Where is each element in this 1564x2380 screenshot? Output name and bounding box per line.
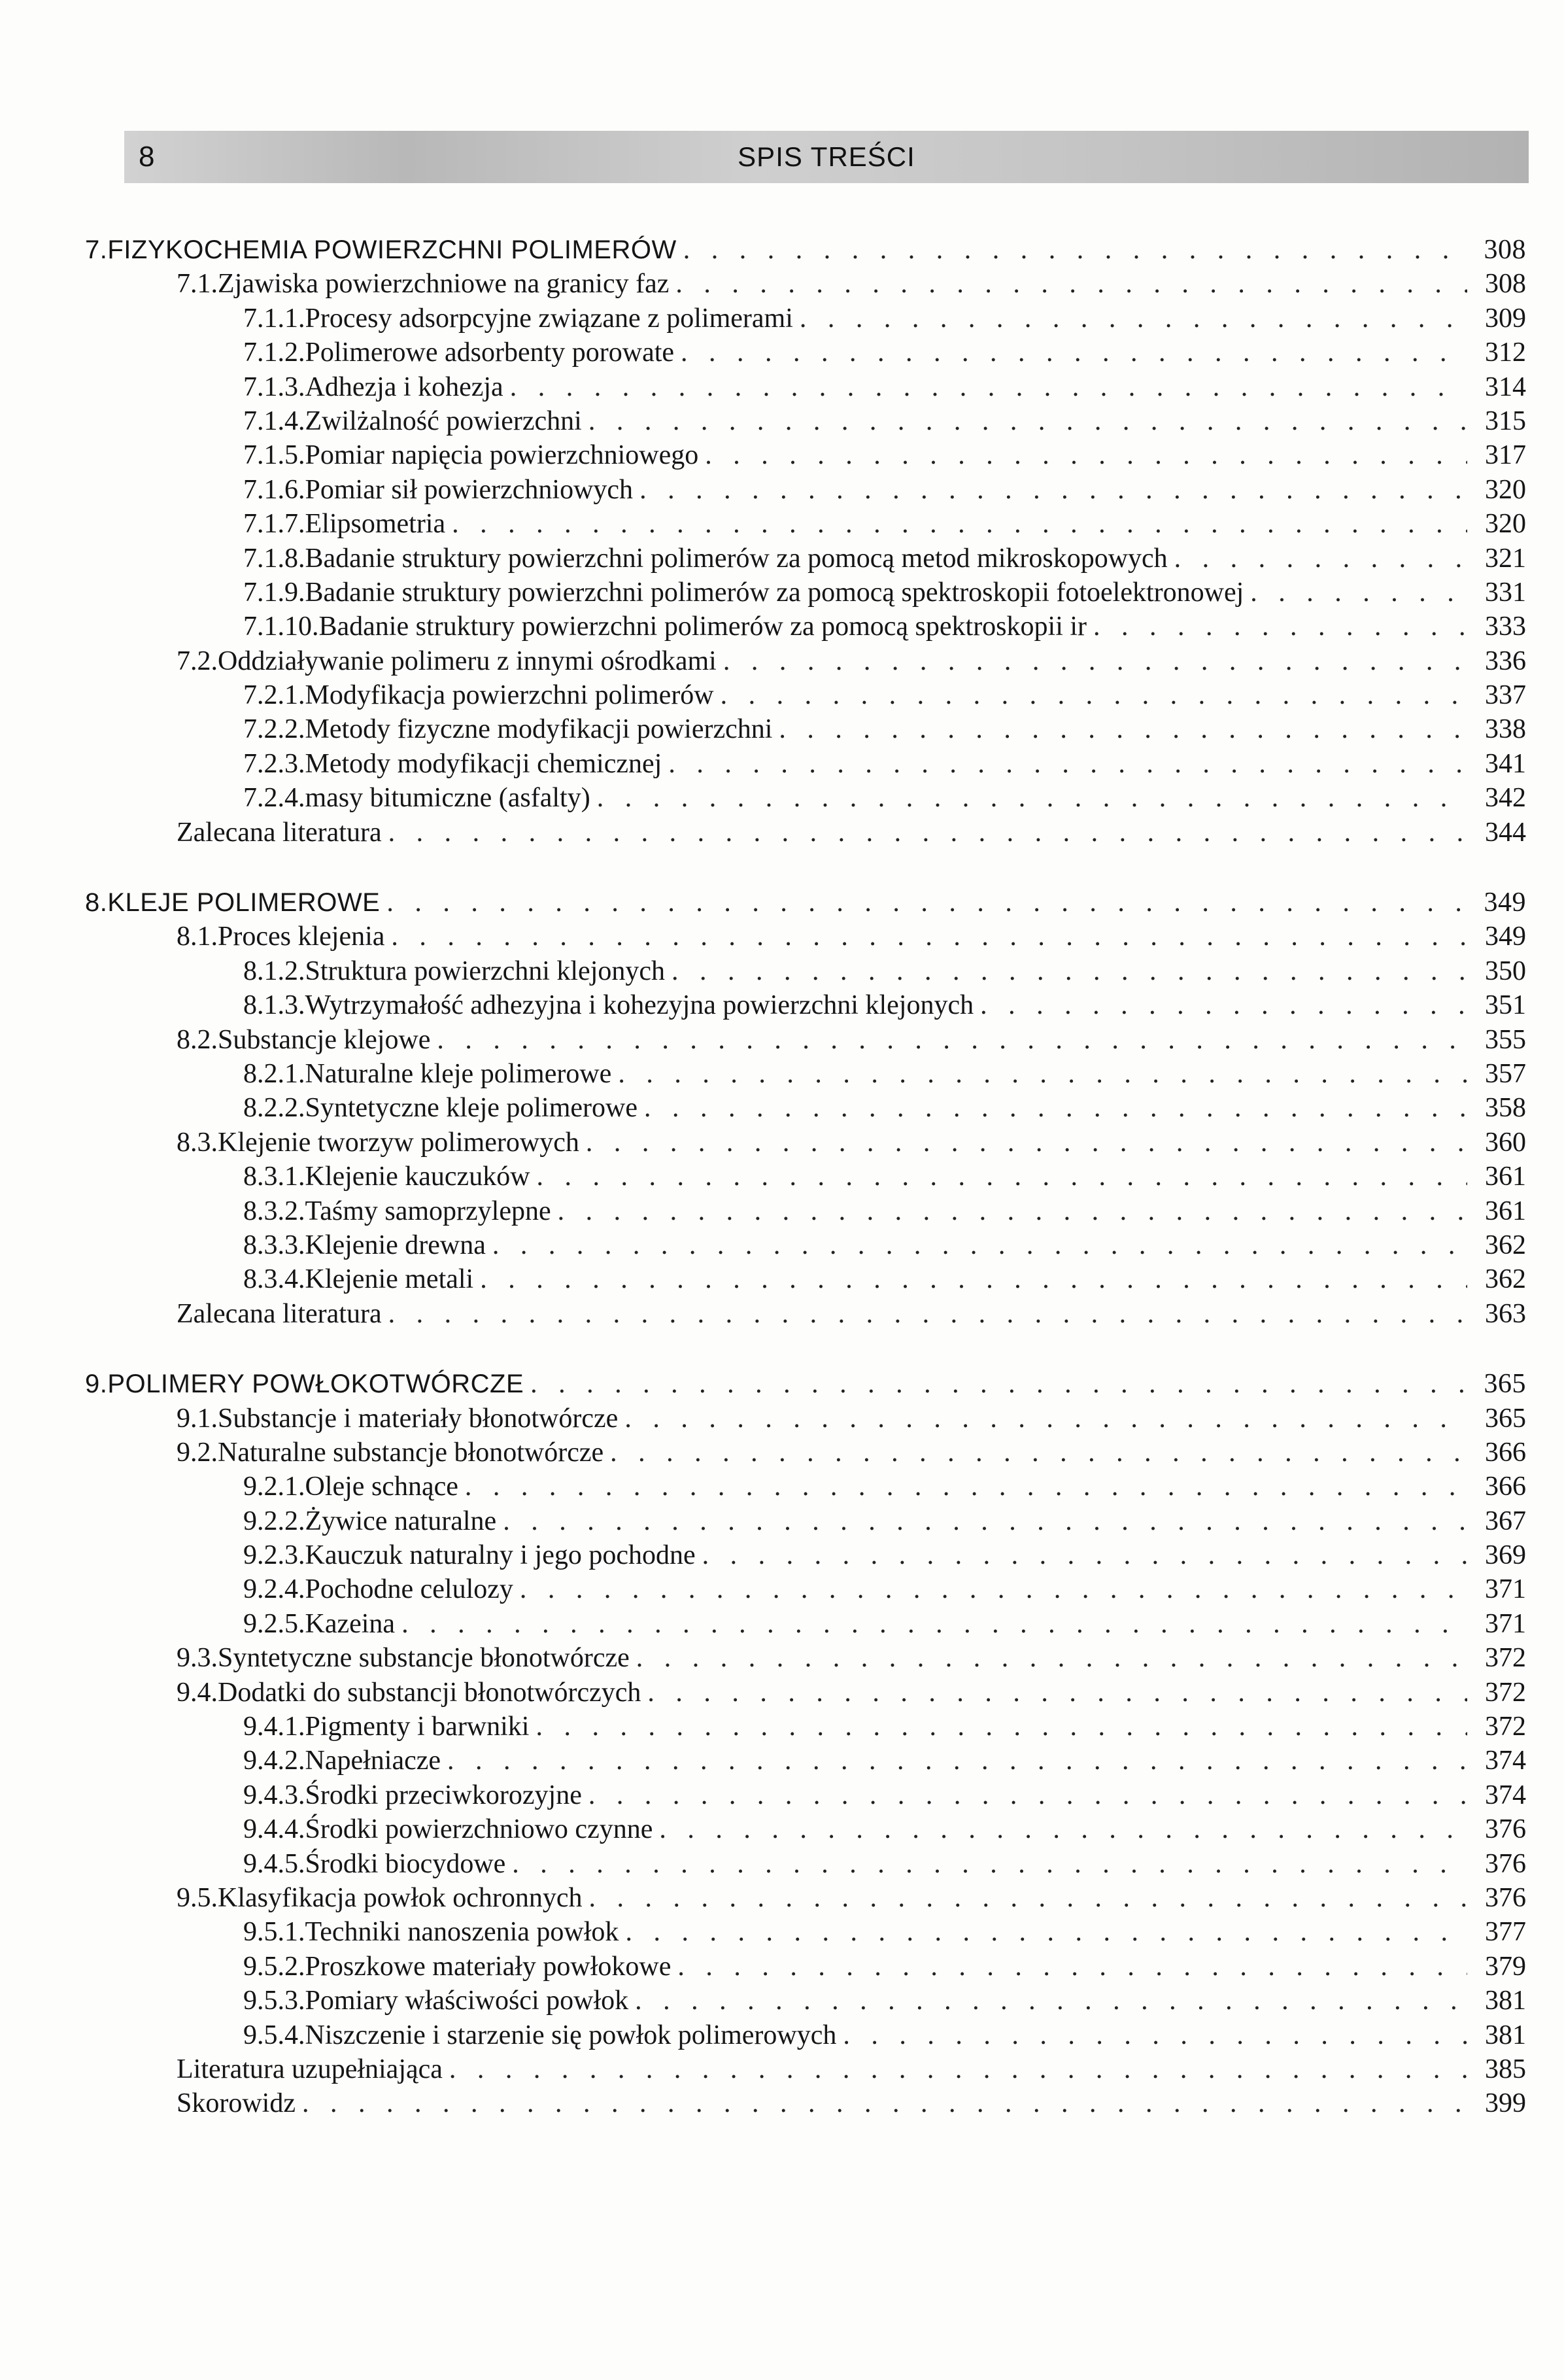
entry-page-number: 366 xyxy=(1485,1472,1526,1502)
entry-number: 8.3.1. xyxy=(243,1162,305,1192)
toc-subsection[interactable] xyxy=(131,473,1526,507)
entry-title: Techniki nanoszenia powłok xyxy=(305,1917,619,1948)
entry-number: 8.3.2. xyxy=(243,1196,305,1226)
toc-subsection[interactable] xyxy=(131,1915,1526,1949)
entry-number: 8.1. xyxy=(177,922,218,952)
entry-page-number: 317 xyxy=(1485,440,1526,471)
entry-page-number: 365 xyxy=(1485,1403,1526,1434)
entry-number: 7.1.5. xyxy=(243,440,305,471)
entry-number: 9.4.5. xyxy=(243,1848,305,1879)
running-title: SPIS TREŚCI xyxy=(738,141,915,172)
entry-number: 7.1.9. xyxy=(243,577,305,608)
entry-page-number: 315 xyxy=(1485,405,1526,436)
entry-title: KLEJE POLIMEROWE xyxy=(107,888,381,918)
dot-leader xyxy=(447,1744,1467,1778)
entry-page-number: 314 xyxy=(1485,371,1526,402)
dot-leader xyxy=(636,1641,1467,1675)
chapter-block xyxy=(85,1367,1526,2121)
entry-page-number: 367 xyxy=(1485,1506,1526,1536)
chapter-heading[interactable] xyxy=(85,886,1526,920)
entry-page-number: 374 xyxy=(1485,1780,1526,1810)
dot-leader xyxy=(647,1676,1467,1710)
toc-subsection[interactable] xyxy=(131,610,1526,644)
entry-number: 7.1.6. xyxy=(243,474,305,505)
dot-leader xyxy=(624,1402,1467,1436)
entry-page-number: 361 xyxy=(1485,1162,1526,1192)
entry-page-number: 357 xyxy=(1485,1058,1526,1089)
entry-title: Niszczenie i starzenie się powłok polimerowych xyxy=(305,2020,837,2050)
toc-section[interactable] xyxy=(131,1641,1526,1675)
entry-page-number: 374 xyxy=(1485,1746,1526,1776)
entry-title: Klejenie tworzyw polimerowych xyxy=(218,1127,579,1158)
entry-title: Proces klejenia xyxy=(218,922,385,952)
entry-number: 8.3.4. xyxy=(243,1264,305,1295)
entry-number: 7.1.7. xyxy=(243,509,305,540)
entry-number: 9.2.1. xyxy=(243,1472,305,1502)
dot-leader xyxy=(668,747,1467,781)
toc-subsection[interactable] xyxy=(131,1984,1526,2018)
dot-leader xyxy=(536,1710,1467,1744)
entry-page-number: 309 xyxy=(1485,303,1526,334)
entry-page-number: 381 xyxy=(1485,2020,1526,2050)
toc-section[interactable] xyxy=(131,267,1526,301)
entry-title: Wytrzymałość adhezyjna i kohezyjna powierzchni klejonych xyxy=(305,990,974,1021)
chapter-block xyxy=(85,233,1526,850)
toc-entry[interactable] xyxy=(131,2086,1526,2120)
toc-subsection[interactable] xyxy=(131,370,1526,404)
dot-leader xyxy=(386,886,1467,920)
entry-page-number: 320 xyxy=(1485,474,1526,505)
entry-page-number: 362 xyxy=(1485,1264,1526,1295)
toc-entry[interactable] xyxy=(131,816,1526,850)
dot-leader xyxy=(437,1023,1467,1057)
entry-number: 7.1.3. xyxy=(243,371,305,402)
dot-leader xyxy=(843,2018,1467,2052)
dot-leader xyxy=(480,1262,1467,1296)
entry-title: Pochodne celulozy xyxy=(305,1574,513,1605)
toc-subsection[interactable] xyxy=(131,404,1526,438)
entry-page-number: 372 xyxy=(1485,1643,1526,1674)
entry-number: 7.1. xyxy=(177,269,218,300)
toc-subsection[interactable] xyxy=(131,1538,1526,1572)
entry-number: 9.5.1. xyxy=(243,1917,305,1948)
toc-subsection[interactable] xyxy=(131,712,1526,746)
toc-subsection[interactable] xyxy=(131,542,1526,576)
toc-subsection[interactable] xyxy=(131,781,1526,815)
entry-title: Procesy adsorpcyjne związane z polimerami xyxy=(305,303,793,334)
toc-subsection[interactable] xyxy=(131,1091,1526,1125)
toc-section[interactable] xyxy=(131,1676,1526,1710)
dot-leader xyxy=(683,233,1467,267)
dot-leader xyxy=(702,1538,1467,1572)
dot-leader xyxy=(597,781,1467,815)
entry-number: 8.3. xyxy=(177,1127,218,1158)
entry-title: Pomiary właściwości powłok xyxy=(305,1986,629,2016)
entry-title: Środki biocydowe xyxy=(305,1848,506,1879)
dot-leader xyxy=(588,1778,1467,1812)
entry-number: 8.1.2. xyxy=(243,956,305,986)
dot-leader xyxy=(723,644,1467,678)
dot-leader xyxy=(388,1297,1467,1331)
toc-subsection[interactable] xyxy=(131,1607,1526,1641)
entry-page-number: 371 xyxy=(1485,1608,1526,1639)
entry-page-number: 337 xyxy=(1485,680,1526,711)
entry-page-number: 369 xyxy=(1485,1540,1526,1571)
entry-page-number: 376 xyxy=(1485,1848,1526,1879)
entry-title: Środki powierzchniowo czynne xyxy=(305,1814,653,1845)
dot-leader xyxy=(465,1470,1467,1504)
toc-section[interactable] xyxy=(131,1436,1526,1470)
entry-page-number: 376 xyxy=(1485,1814,1526,1845)
entry-page-number: 333 xyxy=(1485,612,1526,642)
entry-page-number: 308 xyxy=(1484,235,1526,265)
entry-page-number: 308 xyxy=(1485,269,1526,300)
entry-page-number: 349 xyxy=(1484,888,1526,918)
entry-page-number: 341 xyxy=(1485,748,1526,779)
entry-title: Adhezja i kohezja xyxy=(305,371,503,402)
entry-number: 7.1.4. xyxy=(243,405,305,436)
toc-subsection[interactable] xyxy=(131,576,1526,610)
entry-number: 7.1.8. xyxy=(243,543,305,574)
dot-leader xyxy=(492,1228,1467,1262)
toc-subsection[interactable] xyxy=(131,988,1526,1022)
entry-title: Oddziaływanie polimeru z innymi ośrodkami xyxy=(218,646,717,676)
entry-title: Klejenie metali xyxy=(305,1264,474,1295)
toc-subsection[interactable] xyxy=(131,954,1526,988)
toc-entry[interactable] xyxy=(131,1297,1526,1331)
table-of-contents xyxy=(85,233,1526,2157)
entry-page-number: 366 xyxy=(1485,1437,1526,1468)
entry-title: Zwilżalność powierzchni xyxy=(305,405,582,436)
entry-title: Pomiar sił powierzchniowych xyxy=(305,474,634,505)
entry-number: 9.5.4. xyxy=(243,2020,305,2050)
dot-leader xyxy=(705,438,1467,472)
entry-title: Substancje klejowe xyxy=(218,1024,431,1055)
dot-leader xyxy=(503,1504,1467,1538)
entry-title: Literatura uzupełniająca xyxy=(177,2054,443,2084)
entry-title: Badanie struktury powierzchni polimerów za pomocą spektroskopii fotoelektronowej xyxy=(305,577,1244,608)
toc-section[interactable] xyxy=(131,644,1526,678)
dot-leader xyxy=(1174,542,1467,576)
entry-page-number: 355 xyxy=(1485,1024,1526,1055)
chapter-heading[interactable] xyxy=(85,233,1526,267)
dot-leader xyxy=(391,920,1467,954)
entry-page-number: 376 xyxy=(1485,1882,1526,1913)
entry-title: Polimerowe adsorbenty porowate xyxy=(305,337,675,368)
chapter-block xyxy=(85,886,1526,1331)
entry-number: 9.2.5. xyxy=(243,1608,305,1639)
entry-title: Badanie struktury powierzchni polimerów za pomocą metod mikroskopowych xyxy=(305,543,1168,574)
entry-page-number: 321 xyxy=(1485,543,1526,574)
dot-leader xyxy=(1250,576,1467,610)
entry-title: Zalecana literatura xyxy=(177,817,382,848)
dot-leader xyxy=(675,267,1467,301)
toc-section[interactable] xyxy=(131,1126,1526,1160)
entry-title: POLIMERY POWŁOKOTWÓRCZE xyxy=(107,1370,524,1399)
dot-leader xyxy=(558,1194,1467,1228)
entry-number: 7.1.1. xyxy=(243,303,305,334)
entry-number: 9. xyxy=(85,1370,108,1399)
toc-entry[interactable] xyxy=(131,2052,1526,2086)
dot-leader xyxy=(588,404,1467,438)
toc-subsection[interactable] xyxy=(131,1262,1526,1296)
entry-number: 9.4.1. xyxy=(243,1712,305,1742)
entry-page-number: 365 xyxy=(1484,1369,1526,1400)
entry-title: Pigmenty i barwniki xyxy=(305,1712,530,1742)
toc-subsection[interactable] xyxy=(131,1710,1526,1744)
toc-subsection[interactable] xyxy=(131,1950,1526,1984)
dot-leader xyxy=(302,2086,1467,2120)
dot-leader xyxy=(681,336,1467,370)
entry-number: 9.4.3. xyxy=(243,1780,305,1810)
entry-number: 9.1. xyxy=(177,1403,218,1434)
dot-leader xyxy=(537,1160,1467,1194)
entry-title: Metody fizyczne modyfikacji powierzchni xyxy=(305,714,773,745)
entry-page-number: 338 xyxy=(1485,714,1526,745)
entry-number: 9.4.4. xyxy=(243,1814,305,1845)
entry-page-number: 320 xyxy=(1485,509,1526,540)
entry-title: Kauczuk naturalny i jego pochodne xyxy=(305,1540,696,1571)
toc-subsection[interactable] xyxy=(131,1160,1526,1194)
toc-subsection[interactable] xyxy=(131,1812,1526,1846)
entry-title: Struktura powierzchni klejonych xyxy=(305,956,666,986)
dot-leader xyxy=(520,1572,1467,1606)
entry-title: Elipsometria xyxy=(305,509,446,540)
chapter-heading[interactable] xyxy=(85,1367,1526,1401)
dot-leader xyxy=(625,1915,1467,1949)
entry-page-number: 377 xyxy=(1485,1917,1526,1948)
entry-number: 9.5. xyxy=(177,1882,218,1913)
entry-title: Modyfikacja powierzchni polimerów xyxy=(305,680,714,711)
entry-number: 8.1.3. xyxy=(243,990,305,1021)
entry-number: 7.2.1. xyxy=(243,680,305,711)
entry-page-number: 349 xyxy=(1485,922,1526,952)
entry-number: 8.2. xyxy=(177,1024,218,1055)
entry-title: Zalecana literatura xyxy=(177,1298,382,1329)
dot-leader xyxy=(610,1436,1467,1470)
toc-subsection[interactable] xyxy=(131,302,1526,336)
entry-title: Zjawiska powierzchniowe na granicy faz xyxy=(218,269,670,300)
entry-page-number: 362 xyxy=(1485,1230,1526,1260)
dot-leader xyxy=(721,678,1467,712)
entry-title: Klasyfikacja powłok ochronnych xyxy=(218,1882,583,1913)
entry-number: 7.2.3. xyxy=(243,748,305,779)
entry-title: Metody modyfikacji chemicznej xyxy=(305,748,662,779)
entry-page-number: 371 xyxy=(1485,1574,1526,1605)
entry-page-number: 344 xyxy=(1485,817,1526,848)
toc-subsection[interactable] xyxy=(131,1572,1526,1606)
entry-page-number: 361 xyxy=(1485,1196,1526,1226)
toc-section[interactable] xyxy=(131,1881,1526,1915)
toc-subsection[interactable] xyxy=(131,1194,1526,1228)
toc-subsection[interactable] xyxy=(131,336,1526,370)
toc-subsection[interactable] xyxy=(131,1228,1526,1262)
entry-page-number: 399 xyxy=(1485,2088,1526,2119)
toc-subsection[interactable] xyxy=(131,1504,1526,1538)
entry-title: Syntetyczne substancje błonotwórcze xyxy=(218,1643,630,1674)
entry-page-number: 372 xyxy=(1485,1712,1526,1742)
dot-leader xyxy=(589,1881,1467,1915)
entry-number: 8.2.2. xyxy=(243,1093,305,1124)
dot-leader xyxy=(635,1984,1467,2018)
entry-number: 9.5.2. xyxy=(243,1951,305,1982)
entry-title: Klejenie kauczuków xyxy=(305,1162,530,1192)
entry-number: 9.5.3. xyxy=(243,1986,305,2016)
toc-subsection[interactable] xyxy=(131,1057,1526,1091)
entry-title: Kazeina xyxy=(305,1608,396,1639)
dot-leader xyxy=(449,2052,1467,2086)
toc-subsection[interactable] xyxy=(131,507,1526,541)
dot-leader xyxy=(586,1126,1467,1160)
entry-title: Środki przeciwkorozyjne xyxy=(305,1780,582,1810)
entry-page-number: 372 xyxy=(1485,1677,1526,1708)
page-number: 8 xyxy=(139,141,155,173)
entry-number: 7.1.2. xyxy=(243,337,305,368)
entry-number: 9.2. xyxy=(177,1437,218,1468)
entry-title: FIZYKOCHEMIA POWIERZCHNI POLIMERÓW xyxy=(107,235,677,264)
entry-page-number: 360 xyxy=(1485,1127,1526,1158)
dot-leader xyxy=(677,1950,1467,1984)
toc-subsection[interactable] xyxy=(131,1847,1526,1881)
dot-leader xyxy=(659,1812,1467,1846)
toc-subsection[interactable] xyxy=(131,2018,1526,2052)
running-header xyxy=(124,131,1529,183)
entry-title: Skorowidz xyxy=(177,2088,296,2119)
entry-title: Pomiar napięcia powierzchniowego xyxy=(305,440,699,471)
entry-page-number: 379 xyxy=(1485,1951,1526,1982)
entry-title: Oleje schnące xyxy=(305,1472,458,1502)
dot-leader xyxy=(779,712,1467,746)
entry-page-number: 351 xyxy=(1485,990,1526,1021)
entry-title: Naturalne substancje błonotwórcze xyxy=(218,1437,604,1468)
entry-title: Napełniacze xyxy=(305,1746,441,1776)
dot-leader xyxy=(800,302,1467,336)
entry-number: 7. xyxy=(85,235,108,264)
entry-number: 9.4.2. xyxy=(243,1746,305,1776)
entry-title: Taśmy samoprzylepne xyxy=(305,1196,551,1226)
toc-subsection[interactable] xyxy=(131,1744,1526,1778)
entry-page-number: 331 xyxy=(1485,577,1526,608)
entry-page-number: 363 xyxy=(1485,1298,1526,1329)
dot-leader xyxy=(512,1847,1467,1881)
entry-page-number: 381 xyxy=(1485,1986,1526,2016)
toc-section[interactable] xyxy=(131,1402,1526,1436)
dot-leader xyxy=(639,473,1467,507)
toc-section[interactable] xyxy=(131,1023,1526,1057)
toc-subsection[interactable] xyxy=(131,1778,1526,1812)
entry-number: 7.1.10. xyxy=(243,612,319,642)
entry-title: Proszkowe materiały powłokowe xyxy=(305,1951,672,1982)
toc-subsection[interactable] xyxy=(131,438,1526,472)
entry-title: Syntetyczne kleje polimerowe xyxy=(305,1093,638,1124)
dot-leader xyxy=(530,1367,1467,1401)
entry-title: Dodatki do substancji błonotwórczych xyxy=(218,1677,641,1708)
entry-page-number: 342 xyxy=(1485,783,1526,814)
dot-leader xyxy=(452,507,1467,541)
toc-subsection[interactable] xyxy=(131,747,1526,781)
entry-title: Żywice naturalne xyxy=(305,1506,497,1536)
entry-title: Badanie struktury powierzchni polimerów za pomocą spektroskopii ir xyxy=(318,612,1087,642)
entry-number: 7.2.2. xyxy=(243,714,305,745)
entry-number: 7.2.4. xyxy=(243,783,305,814)
dot-leader xyxy=(388,816,1467,850)
entry-page-number: 358 xyxy=(1485,1093,1526,1124)
toc-subsection[interactable] xyxy=(131,1470,1526,1504)
entry-number: 9.2.2. xyxy=(243,1506,305,1536)
entry-number: 9.2.4. xyxy=(243,1574,305,1605)
dot-leader xyxy=(1093,610,1467,644)
toc-section[interactable] xyxy=(131,920,1526,954)
entry-page-number: 312 xyxy=(1485,337,1526,368)
entry-number: 8. xyxy=(85,888,108,918)
entry-title: Substancje i materiały błonotwórcze xyxy=(218,1403,619,1434)
entry-page-number: 350 xyxy=(1485,956,1526,986)
entry-number: 8.2.1. xyxy=(243,1058,305,1089)
dot-leader xyxy=(401,1607,1467,1641)
dot-leader xyxy=(644,1091,1467,1125)
dot-leader xyxy=(510,370,1467,404)
entry-number: 9.4. xyxy=(177,1677,218,1708)
entry-number: 8.3.3. xyxy=(243,1230,305,1260)
entry-number: 9.2.3. xyxy=(243,1540,305,1571)
entry-title: masy bitumiczne (asfalty) xyxy=(305,783,590,814)
entry-title: Klejenie drewna xyxy=(305,1230,486,1260)
entry-title: Naturalne kleje polimerowe xyxy=(305,1058,612,1089)
dot-leader xyxy=(672,954,1467,988)
entry-number: 9.3. xyxy=(177,1643,218,1674)
entry-page-number: 336 xyxy=(1485,646,1526,676)
toc-subsection[interactable] xyxy=(131,678,1526,712)
entry-page-number: 385 xyxy=(1485,2054,1526,2084)
entry-number: 7.2. xyxy=(177,646,218,676)
dot-leader xyxy=(618,1057,1467,1091)
dot-leader xyxy=(980,988,1467,1022)
